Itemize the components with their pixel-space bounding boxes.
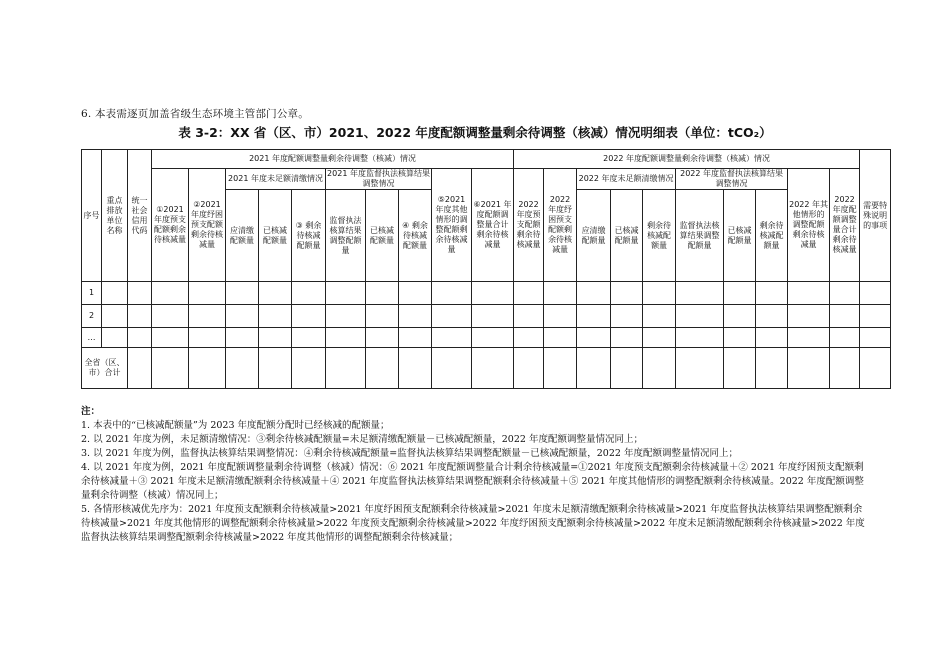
table-row <box>82 305 891 328</box>
header-2022-enforce-remain: 剩余待核减配额量 <box>756 190 788 282</box>
note-item: 4. 以 2021 年度为例，2021 年度配额调整量剩余待调整（核减）情况：⑥ 2021 年度配额调整量合计剩余待核减量=①2021 年度预支配额剩余待核减量＋② 2021 年度纾困预支配额剩余待核减量＋③ 2021 年度未足额清缴配额剩余待核减量＋④ 2021 年度监督执法核算结果调整配额剩余待核减量＋⑤ 2021 年度其他情形的调整配额剩余待核减量。2022 年度配额调整量剩余待调整（核减）情况同上； <box>81 462 864 501</box>
header-2022-enforcement-group: 2022 年度监督执法核算结果调整情况 <box>676 169 788 190</box>
note-item: 2. 以 2021 年度为例，未足额清缴情况：③剩余待核减配额量=未足额清缴配额量－已核减配额量，2022 年度配额调整量情况同上； <box>81 434 643 445</box>
header-seq: 序号 <box>82 150 102 282</box>
header-credit-code: 统一社会信用代码 <box>128 150 152 282</box>
note-item: 5. 各情形核减优先序为：2021 年度预支配额剩余待核减量>2021 年度纾困预支配额剩余待核减量>2021 年度未足额清缴配额剩余待核减量>2021 年度监督执法核算结果调整配额剩余待核减量>2021 年度其他情形的调整配额剩余待核减量>2022 年度预支配额剩余待核减量>2022 年度纾困预支配额剩余待核减量>2022 年度未足额清缴配额剩余待核减量>2022 年度监督执法核算结果调整配额剩余待核减量>2022 年度其他情形的调整配额剩余待核减量； <box>81 504 865 543</box>
header-2021-remain: ③ 剩余待核减配额量 <box>292 190 326 282</box>
row-label: … <box>82 328 102 348</box>
header-2021-unpaid-group: 2021 年度未足额清缴情况 <box>226 169 326 190</box>
row-label: 2 <box>82 305 102 328</box>
table-row <box>82 328 891 348</box>
header-2022-due: 应清缴配额量 <box>577 190 611 282</box>
header-2022-enforce-done: 已核减配额量 <box>724 190 756 282</box>
table-title: 表 3-2：XX 省（区、市）2021、2022 年度配额调整量剩余待调整（核减）情况明细表（单位：tCO₂） <box>178 125 772 140</box>
note-item: 1. 本表中的“已核减配额量”为 2023 年度配额分配时已经核减的配额量； <box>81 420 390 431</box>
header-2021-enforce-done: 已核减配额量 <box>366 190 399 282</box>
allowance-adjustment-table <box>81 149 891 389</box>
header-2022-total: 2022 年度配额调整量合计剩余待核减量 <box>830 169 860 282</box>
header-group-2021: 2021 年度配额调整量剩余待调整（核减）情况 <box>152 150 514 169</box>
header-unit-name: 重点排放单位名称 <box>102 150 128 282</box>
header-2022-other: 2022 年其他情形的调整配额剩余待核减量 <box>788 169 830 282</box>
total-row-label: 全省（区、市）合计 <box>82 348 128 389</box>
header-2022-remain: 剩余待核减配额量 <box>643 190 676 282</box>
table-total-row <box>82 348 891 389</box>
header-2021-other: ⑤2021 年度其他情形的调整配额剩余待核减量 <box>432 169 472 282</box>
intro-note: 6. 本表需逐页加盖省级生态环境主管部门公章。 <box>81 108 309 120</box>
header-2022-enforce: 监督执法核算结果调整配额量 <box>676 190 724 282</box>
header-2021-enforce: 监督执法核算结果调整配额量 <box>326 190 366 282</box>
header-2022-advance: 2022 年度预支配额剩余待核减量 <box>514 169 544 282</box>
header-2021-done: 已核减配额量 <box>259 190 292 282</box>
notes-section <box>81 405 871 545</box>
header-2021-total: ⑥2021 年度配额调整量合计剩余待核减量 <box>472 169 514 282</box>
header-group-2022: 2022 年度配额调整量剩余待调整（核减）情况 <box>514 150 860 169</box>
table-row <box>82 282 891 305</box>
header-2021-enforce-remain: ④ 剩余待核减配额量 <box>399 190 432 282</box>
note-item: 3. 以 2021 年度为例，监督执法核算结果调整情况：④剩余待核减配额量=监督执法核算结果调整配额量－已核减配额量，2022 年度配额调整量情况同上； <box>81 448 738 459</box>
header-2022-unpaid-group: 2022 年度未足额清缴情况 <box>577 169 676 190</box>
notes-heading: 注： <box>81 406 101 417</box>
header-special-notes: 需要特殊说明的事项 <box>860 150 891 282</box>
header-2022-done: 已核减配额量 <box>611 190 643 282</box>
header-2021-due: 应清缴配额量 <box>226 190 259 282</box>
header-2021-relief: ②2021 年度纾困预支配额剩余待核减量 <box>189 169 226 282</box>
header-2022-relief: 2022 年度纾困预支配额剩余待核减量 <box>544 169 577 282</box>
header-2021-enforcement-group: 2021 年度监督执法核算结果调整情况 <box>327 169 430 188</box>
header-2021-advance: ①2021 年度预支配额剩余待核减量 <box>152 169 189 282</box>
row-label: 1 <box>82 282 102 305</box>
